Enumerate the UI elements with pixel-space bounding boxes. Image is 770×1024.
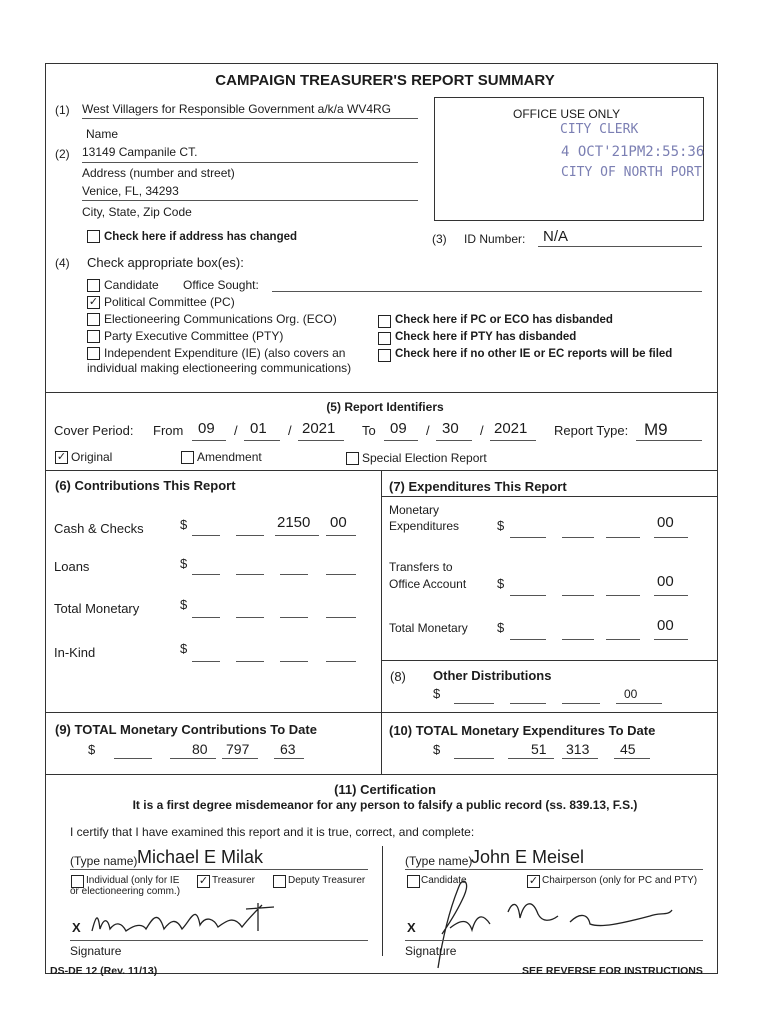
- right-signature-label: Signature: [405, 944, 457, 958]
- section3-number: (3): [432, 232, 447, 246]
- address-changed-label: Check here if address has changed: [104, 231, 298, 243]
- form-id: DS-DE 12 (Rev. 11/13): [50, 965, 158, 977]
- eco-checkbox[interactable]: [87, 313, 100, 326]
- individual-label-2: or electioneering comm.): [70, 886, 181, 897]
- other-distributions-title: Other Distributions: [433, 668, 552, 683]
- certification-statement: I certify that I have examined this report and it is true, correct, and complete:: [70, 825, 475, 839]
- to-label: To: [362, 423, 376, 438]
- id-number-value[interactable]: N/A: [543, 228, 569, 245]
- pty-label: Party Executive Committee (PTY): [104, 329, 284, 343]
- certification-title: (11) Certification: [334, 782, 436, 797]
- total-contributions-title: (9) TOTAL Monetary Contributions To Date: [55, 722, 317, 737]
- monetary-exp-label-2: Expenditures: [389, 519, 460, 533]
- stamp-line-3: CITY OF NORTH PORT: [561, 165, 702, 180]
- chairperson-checkbox[interactable]: ✓: [528, 875, 539, 887]
- disbanded-pty-label: Check here if PTY has disbanded: [395, 331, 577, 343]
- amendment-checkbox[interactable]: [181, 451, 194, 464]
- monetary-exp-cents[interactable]: 00: [657, 514, 674, 531]
- total-expenditures-thousands[interactable]: 51: [531, 741, 547, 757]
- form-border-left: [45, 63, 46, 973]
- ie-label-2: individual making electioneering communications): [87, 361, 352, 375]
- total-contributions-hundreds[interactable]: 797: [226, 741, 250, 757]
- contributions-title: (6) Contributions This Report: [55, 478, 236, 493]
- section1-number: (1): [55, 103, 70, 117]
- disbanded-pc-label: Check here if PC or ECO has disbanded: [395, 314, 613, 326]
- cash-checks-cents[interactable]: 00: [330, 514, 347, 531]
- cash-checks-label: Cash & Checks: [54, 521, 144, 536]
- original-label: Original: [71, 450, 113, 464]
- total-monetary-contrib-label: Total Monetary: [54, 601, 140, 616]
- disbanded-pty-checkbox[interactable]: [378, 332, 391, 345]
- report-type-label: Report Type:: [554, 423, 629, 438]
- treasurer-name[interactable]: Michael E Milak: [137, 847, 264, 867]
- candidate-checkbox[interactable]: [87, 279, 100, 292]
- candidate-signer-label: Candidate: [421, 875, 467, 886]
- stamp-line-2: 4 OCT'21PM2:55:36: [561, 144, 705, 160]
- office-use-label: OFFICE USE ONLY: [513, 107, 621, 121]
- cash-checks-amount[interactable]: 2150: [277, 514, 311, 531]
- city-value[interactable]: Venice, FL, 34293: [82, 184, 179, 198]
- transfers-label-2: Office Account: [389, 577, 467, 591]
- cover-period-label: Cover Period:: [54, 423, 134, 438]
- transfers-label-1: Transfers to: [389, 560, 453, 574]
- disbanded-pc-checkbox[interactable]: [378, 315, 391, 328]
- candidate-label: Candidate: [104, 278, 159, 292]
- in-kind-label: In-Kind: [54, 645, 96, 660]
- deputy-treasurer-checkbox[interactable]: [273, 875, 286, 888]
- no-other-reports-checkbox[interactable]: [378, 349, 391, 362]
- form-border-top: [45, 63, 718, 64]
- left-type-name-label: (Type name): [70, 854, 138, 868]
- report-type-value[interactable]: M9: [644, 420, 668, 439]
- ie-checkbox[interactable]: [87, 347, 100, 360]
- name-label: Name: [86, 127, 119, 141]
- committee-name-value[interactable]: West Villagers for Responsible Government a/k/a WV4RG: [82, 102, 392, 116]
- no-other-reports-label: Check here if no other IE or EC reports will be filed: [395, 348, 673, 360]
- pc-checkbox[interactable]: ✓: [88, 296, 99, 308]
- left-x-mark: X: [72, 920, 81, 935]
- right-type-name-label: (Type name): [405, 854, 473, 868]
- pc-label: Political Committee (PC): [104, 295, 235, 309]
- form-border-right: [717, 63, 718, 973]
- section2-number: (2): [55, 147, 70, 161]
- total-expenditures-cents[interactable]: 45: [620, 741, 636, 757]
- address-label: Address (number and street): [82, 166, 235, 180]
- expenditures-title: (7) Expenditures This Report: [389, 479, 567, 494]
- deputy-treasurer-label: Deputy Treasurer: [288, 875, 366, 886]
- check-boxes-label: Check appropriate box(es):: [87, 255, 244, 270]
- to-month[interactable]: 09: [390, 420, 407, 437]
- instructions-note: SEE REVERSE FOR INSTRUCTIONS: [522, 965, 703, 977]
- total-monetary-exp-label: Total Monetary: [389, 621, 468, 635]
- amendment-label: Amendment: [197, 450, 262, 464]
- from-day[interactable]: 01: [250, 420, 267, 437]
- from-month[interactable]: 09: [198, 420, 215, 437]
- chairperson-signature[interactable]: [420, 872, 690, 972]
- monetary-exp-label-1: Monetary: [389, 503, 440, 517]
- form-title: CAMPAIGN TREASURER'S REPORT SUMMARY: [215, 72, 555, 89]
- total-expenditures-hundreds[interactable]: 313: [566, 741, 590, 757]
- to-day[interactable]: 30: [442, 420, 459, 437]
- address-value[interactable]: 13149 Campanile CT.: [82, 145, 198, 159]
- from-label: From: [153, 423, 184, 438]
- city-label: City, State, Zip Code: [82, 205, 192, 219]
- other-distributions-cents[interactable]: 00: [624, 687, 638, 701]
- id-number-label: ID Number:: [464, 232, 526, 246]
- total-expenditures-title: (10) TOTAL Monetary Expenditures To Date: [389, 723, 656, 738]
- treasurer-signature[interactable]: [86, 895, 286, 945]
- treasurer-label: Treasurer: [212, 875, 255, 886]
- stamp-line-1: CITY CLERK: [560, 122, 639, 137]
- transfers-cents[interactable]: 00: [657, 573, 674, 590]
- eco-label: Electioneering Communications Org. (ECO): [104, 312, 337, 326]
- right-x-mark: X: [407, 920, 416, 935]
- office-sought-label: Office Sought:: [183, 278, 259, 292]
- from-year[interactable]: 2021: [302, 420, 336, 437]
- certification-warning: It is a first degree misdemeanor for any person to falsify a public record (ss. 839.13, F.S.): [132, 798, 638, 812]
- special-election-checkbox[interactable]: [346, 452, 359, 465]
- treasurer-checkbox[interactable]: ✓: [198, 875, 209, 887]
- candidate-signer-checkbox[interactable]: [407, 875, 420, 888]
- section4-number: (4): [55, 256, 70, 270]
- chairperson-name[interactable]: John E Meisel: [471, 847, 585, 867]
- total-contributions-thousands[interactable]: 80: [192, 741, 208, 757]
- address-changed-checkbox[interactable]: [87, 230, 100, 243]
- total-contributions-cents[interactable]: 63: [280, 741, 296, 757]
- section8-number: (8): [390, 669, 406, 684]
- special-election-label: Special Election Report: [362, 451, 487, 465]
- ie-label-1: Independent Expenditure (IE) (also covers an: [104, 346, 346, 360]
- report-identifiers-title: (5) Report Identifiers: [326, 400, 444, 414]
- to-year[interactable]: 2021: [494, 420, 528, 437]
- pty-checkbox[interactable]: [87, 330, 100, 343]
- chairperson-label: Chairperson (only for PC and PTY): [542, 875, 698, 886]
- individual-label: Individual (only for IE: [86, 875, 180, 886]
- loans-label: Loans: [54, 559, 90, 574]
- left-signature-label: Signature: [70, 944, 122, 958]
- original-checkbox[interactable]: ✓: [56, 451, 67, 463]
- total-monetary-exp-cents[interactable]: 00: [657, 617, 674, 634]
